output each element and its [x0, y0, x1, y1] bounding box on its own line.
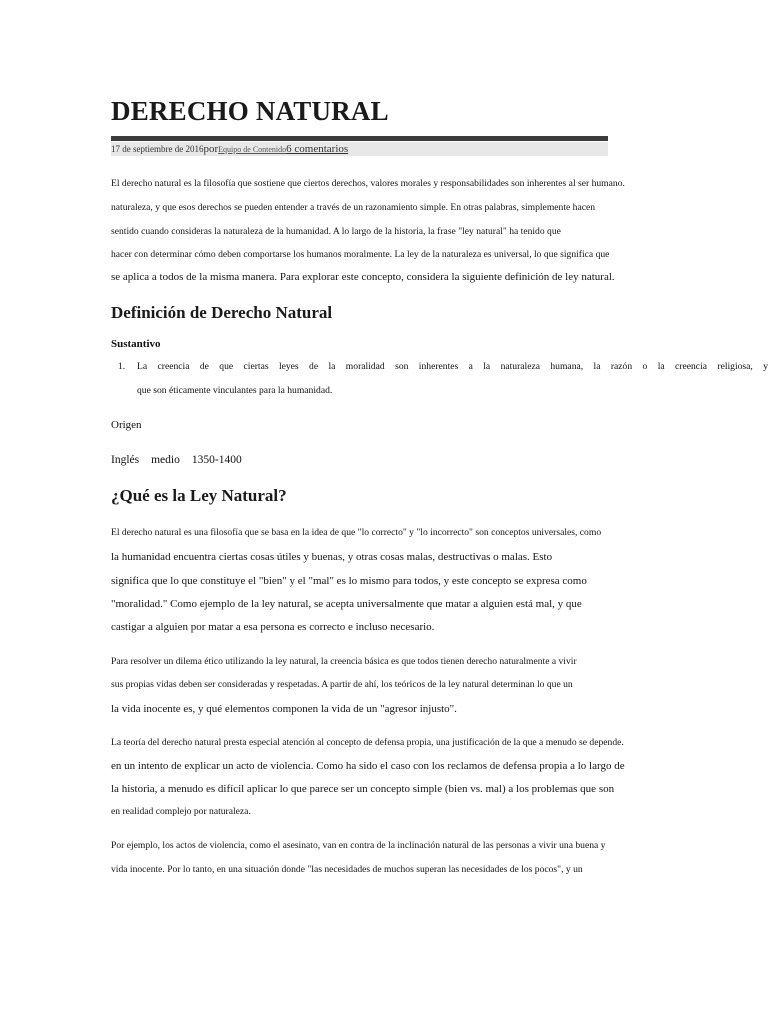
post-date: 17 de septiembre de 2016: [111, 144, 204, 154]
author-link[interactable]: Equipo de Contenido: [218, 145, 287, 154]
intro-line: El derecho natural es la filosofía que sostiene que ciertos derechos, valores morales y responsabilidades son inherentes al ser humano.: [111, 178, 625, 189]
definition-text-line2: que son éticamente vinculantes para la humanidad.: [137, 385, 333, 396]
paragraph-line: El derecho natural es una filosofía que se basa en la idea de que "lo correcto" y "lo incorrecto" son conceptos universales, como: [111, 527, 602, 538]
intro-line: naturaleza, y que esos derechos se pueden entender a través de un razonamiento simple. En otras palabras, simplemente hacen: [111, 202, 596, 213]
paragraph-line: castigar a alguien por matar a esa persona es correcto e incluso necesario.: [111, 621, 435, 633]
paragraph-line: en realidad complejo por naturaleza.: [111, 806, 251, 817]
paragraph-line: sus propias vidas deben ser consideradas y respetadas. A partir de ahí, los teóricos de la ley natural determinan lo que un: [111, 679, 573, 690]
byline-label: por: [203, 143, 219, 155]
intro-line: se aplica a todos de la misma manera. Para explorar este concepto, considera la siguiente definición de ley natural.: [111, 271, 615, 283]
post-meta-bar: [111, 142, 608, 156]
page-title: DERECHO NATURAL: [111, 96, 389, 126]
comments-link[interactable]: 6 comentarios: [286, 143, 349, 155]
title-divider: [111, 136, 608, 141]
definition-heading: Definición de Derecho Natural: [111, 303, 333, 322]
paragraph-line: Por ejemplo, los actos de violencia, como el asesinato, van en contra de la inclinación natural de las personas a vivir una buena y: [111, 840, 606, 851]
origin-years: 1350-1400: [191, 454, 242, 466]
paragraph-line: la historia, a menudo es difícil aplicar lo que parece ser un concepto simple (bien vs. mal) a los problemas que son: [111, 783, 615, 795]
paragraph-line: "moralidad." Como ejemplo de la ley natural, se acepta universalmente que matar a alguien está mal, y que: [111, 598, 582, 610]
paragraph-line: vida inocente. Por lo tanto, en una situación donde "las necesidades de muchos superan las necesidades de los pocos", y un: [111, 864, 583, 875]
definition-text-line1: La creencia de que ciertas leyes de la moralidad son inherentes a la naturaleza humana, la razón o la creencia religiosa, y: [137, 361, 768, 372]
origin-language: Inglés: [111, 454, 140, 466]
what-is-heading: ¿Qué es la Ley Natural?: [111, 486, 287, 505]
intro-line: hacer con determinar cómo deben comportarse los humanos moralmente. La ley de la naturaleza es universal, lo que significa que: [111, 249, 610, 260]
part-of-speech: Sustantivo: [111, 338, 161, 350]
paragraph-line: la vida inocente es, y qué elementos componen la vida de un "agresor injusto".: [111, 703, 457, 715]
paragraph-line: en un intento de explicar un acto de violencia. Como ha sido el caso con los reclamos de defensa propia a lo largo de: [111, 760, 625, 772]
paragraph-line: la humanidad encuentra ciertas cosas útiles y buenas, y otras cosas malas, destructivas o malas. Esto: [111, 551, 553, 563]
intro-line: sentido cuando consideras la naturaleza de la humanidad. A lo largo de la historia, la frase "ley natural" ha tenido que: [111, 226, 561, 237]
origin-label: Origen: [111, 419, 142, 431]
list-item-number: 1.: [118, 361, 126, 372]
paragraph-line: La teoría del derecho natural presta especial atención al concepto de defensa propia, una justificación de la que a menudo se depende.: [111, 737, 624, 748]
paragraph-line: Para resolver un dilema ético utilizando la ley natural, la creencia básica es que todos tienen derecho naturalmente a vivir: [111, 656, 577, 667]
paragraph-line: significa que lo que constituye el "bien" y el "mal" es lo mismo para todos, y este concepto se expresa como: [111, 575, 587, 587]
origin-period: medio: [151, 454, 180, 466]
origin-details: [111, 454, 254, 466]
